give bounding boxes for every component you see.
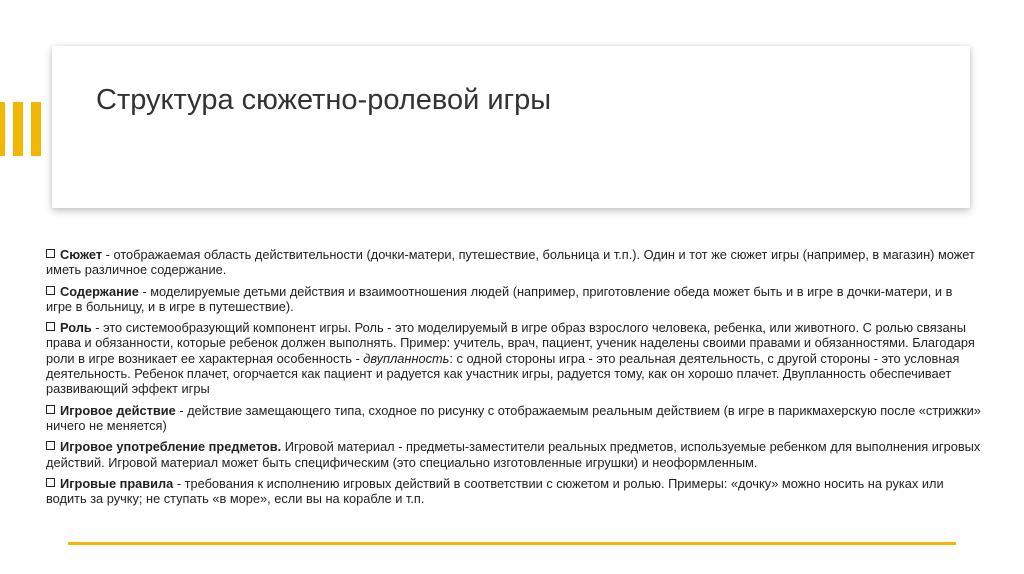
checkbox-bullet-icon <box>46 478 55 487</box>
slide-title: Структура сюжетно-ролевой игры <box>96 84 552 116</box>
item-term: Роль <box>60 320 92 336</box>
item-text: Игровой материал - предметы-заместители реальных предметов, используемые ребенком для выполнения игровых действий. Игровой материал может быть специфическим (это специально изготовленные игрушки) и неоформленным. <box>46 439 981 470</box>
checkbox-bullet-icon <box>46 405 55 414</box>
item-term: Содержание <box>60 283 139 299</box>
accent-bar-2 <box>13 102 23 156</box>
checkbox-bullet-icon <box>46 286 55 295</box>
item-term: Игровые правила <box>60 475 174 491</box>
list-item-soderzhanie <box>46 284 981 315</box>
item-text: - отображаемая область действительности (дочки-матери, путешествие, больница и т.п.). Один и тот же сюжет игры (например, в магазин) может иметь различное содержание. <box>46 247 975 278</box>
item-term: Игровое употребление предметов. <box>60 439 282 455</box>
checkbox-bullet-icon <box>46 249 55 258</box>
list-item-igrovoe-upotreblenie <box>46 439 981 470</box>
item-text: - требования к исполнению игровых действий в соответствии с сюжетом и ролью. Примеры: «дочку» можно носить на руках или водить за ручку; не ступать «в море», если вы на корабле и т.п. <box>46 475 944 507</box>
list-item-igrovoe-deystvie <box>46 403 981 434</box>
content-list <box>46 247 981 512</box>
checkbox-bullet-icon <box>46 322 55 331</box>
checkbox-bullet-icon <box>46 441 55 450</box>
item-text-continued: : с одной стороны игра - это реальная деятельность, с другой стороны - это условная деятельность. Ребенок плачет, огорчается как пациент и радуется как участник игры, радуется тому, как он хорошо плачет. Двупланность обеспечивает развивающий эффект игры <box>46 350 960 397</box>
item-text: - это системообразующий компонент игры. Роль - это моделируемый в игре образ взрослого человека, ребенка, или животного. С ролью связаны права и обязанности, которые ребенок должен выполнять. Пример: учитель, врач, пациент, ученик наделены своими правами и обязанностями. Благодаря роли в игре возникает ее характерная особенность - <box>46 320 975 366</box>
list-item-igrovye-pravila <box>46 476 981 507</box>
item-text: - действие замещающего типа, сходное по рисунку с отображаемым реальным действием (в игре в парикмахерскую после «стрижки» ничего не меняется) <box>46 402 981 433</box>
item-term: Игровое действие <box>60 402 176 418</box>
item-text: - моделируемые детьми действия и взаимоотношения людей (например, приготовление обеда может быть и в игре в дочки-матери, и в игре в больницу, и в игре в путешествие). <box>46 283 953 314</box>
item-italic-term: двупланность <box>363 350 450 366</box>
bottom-accent-line <box>68 542 956 545</box>
accent-bar-1 <box>0 102 5 156</box>
accent-bar-3 <box>31 102 41 156</box>
list-item-rol <box>46 320 981 396</box>
item-term: Сюжет <box>60 247 103 262</box>
list-item-syuzhet <box>46 247 981 278</box>
title-card <box>52 46 970 208</box>
